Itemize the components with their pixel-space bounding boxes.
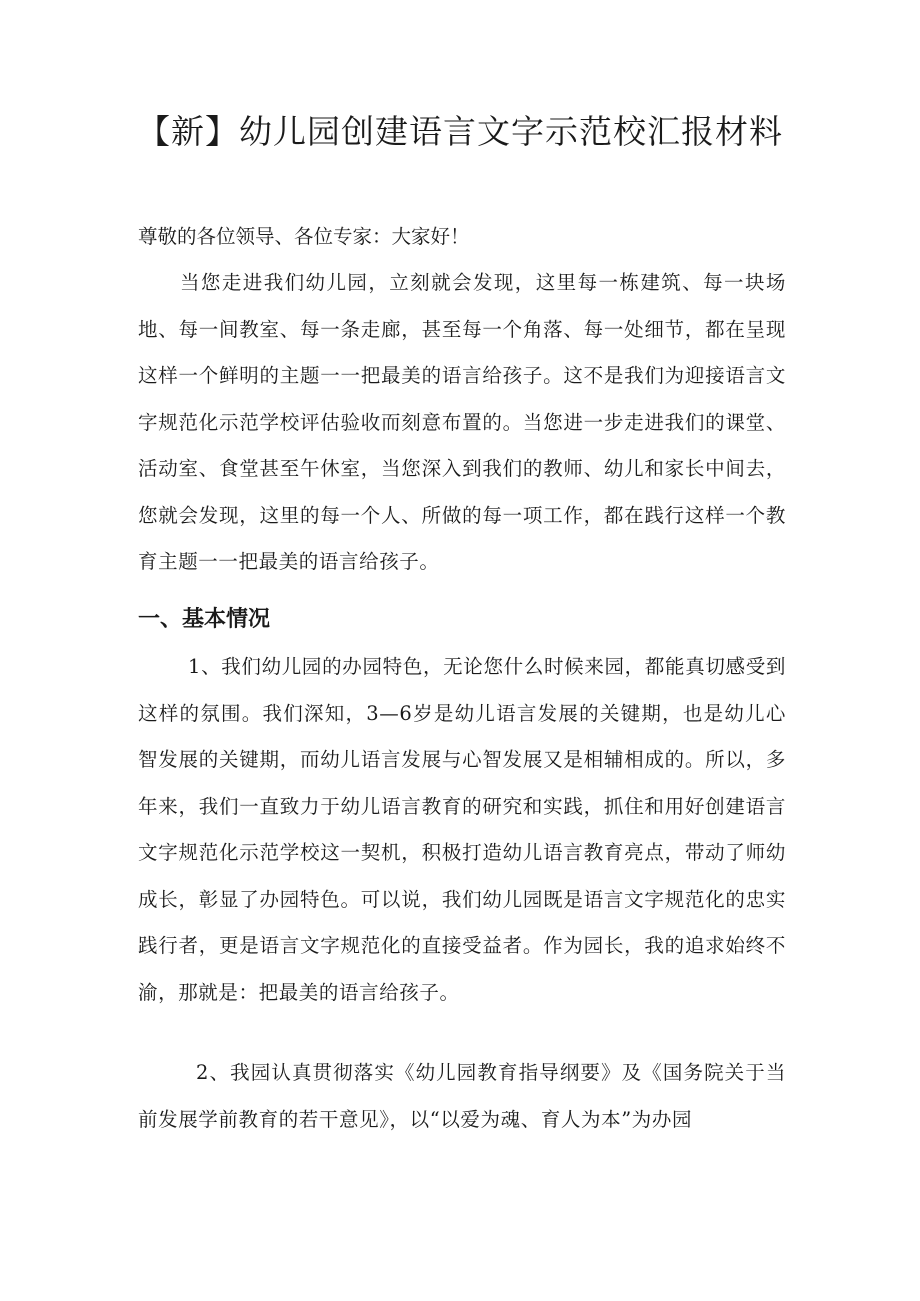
section1-paragraph-2: 2、我园认真贯彻落实《幼儿园教育指导纲要》及《国务院关于当前发展学前教育的若干意见》，以“以爱为魂、育人为本”为办园 [138, 1061, 786, 1131]
intro-paragraph: 当您走进我们幼儿园，立刻就会发现，这里每一栋建筑、每一块场地、每一间教室、每一条走廊，甚至每一个角落、每一处细节，都在呈现这样一个鲜明的主题一一把最美的语言给孩子。这不是我们为迎接语言文字规范化示范学校评估验收而刻意布置的。当您进一步走进我们的课堂、活动室、食堂甚至午休室，当您深入到我们的教师、幼儿和家长中间去，您就会发现，这里的每一个人、所做的每一项工作，都在践行这样一个教育主题一一把最美的语言给孩子。 [138, 271, 786, 573]
section-heading-basic-info: 一、基本情况 [138, 607, 271, 632]
greeting: 尊敬的各位领导、各位专家：大家好！ [138, 225, 470, 248]
document-title: 【新】幼儿园创建语言文字示范校汇报材料 [137, 112, 783, 151]
section1-paragraph-1: 1、我们幼儿园的办园特色，无论您什么时候来园，都能真切感受到这样的氛围。我们深知，3—6岁是幼儿语言发展的关键期，也是幼儿心智发展的关键期，而幼儿语言发展与心智发展又是相辅相成的。所以，多年来，我们一直致力于幼儿语言教育的研究和实践，抓住和用好创建语言文字规范化示范学校这一契机，积极打造幼儿语言教育亮点，带动了师幼成长，彰显了办园特色。可以说，我们幼儿园既是语言文字规范化的忠实践行者，更是语言文字规范化的直接受益者。作为园长，我的追求始终不渝，那就是：把最美的语言给孩子。 [138, 655, 786, 1004]
